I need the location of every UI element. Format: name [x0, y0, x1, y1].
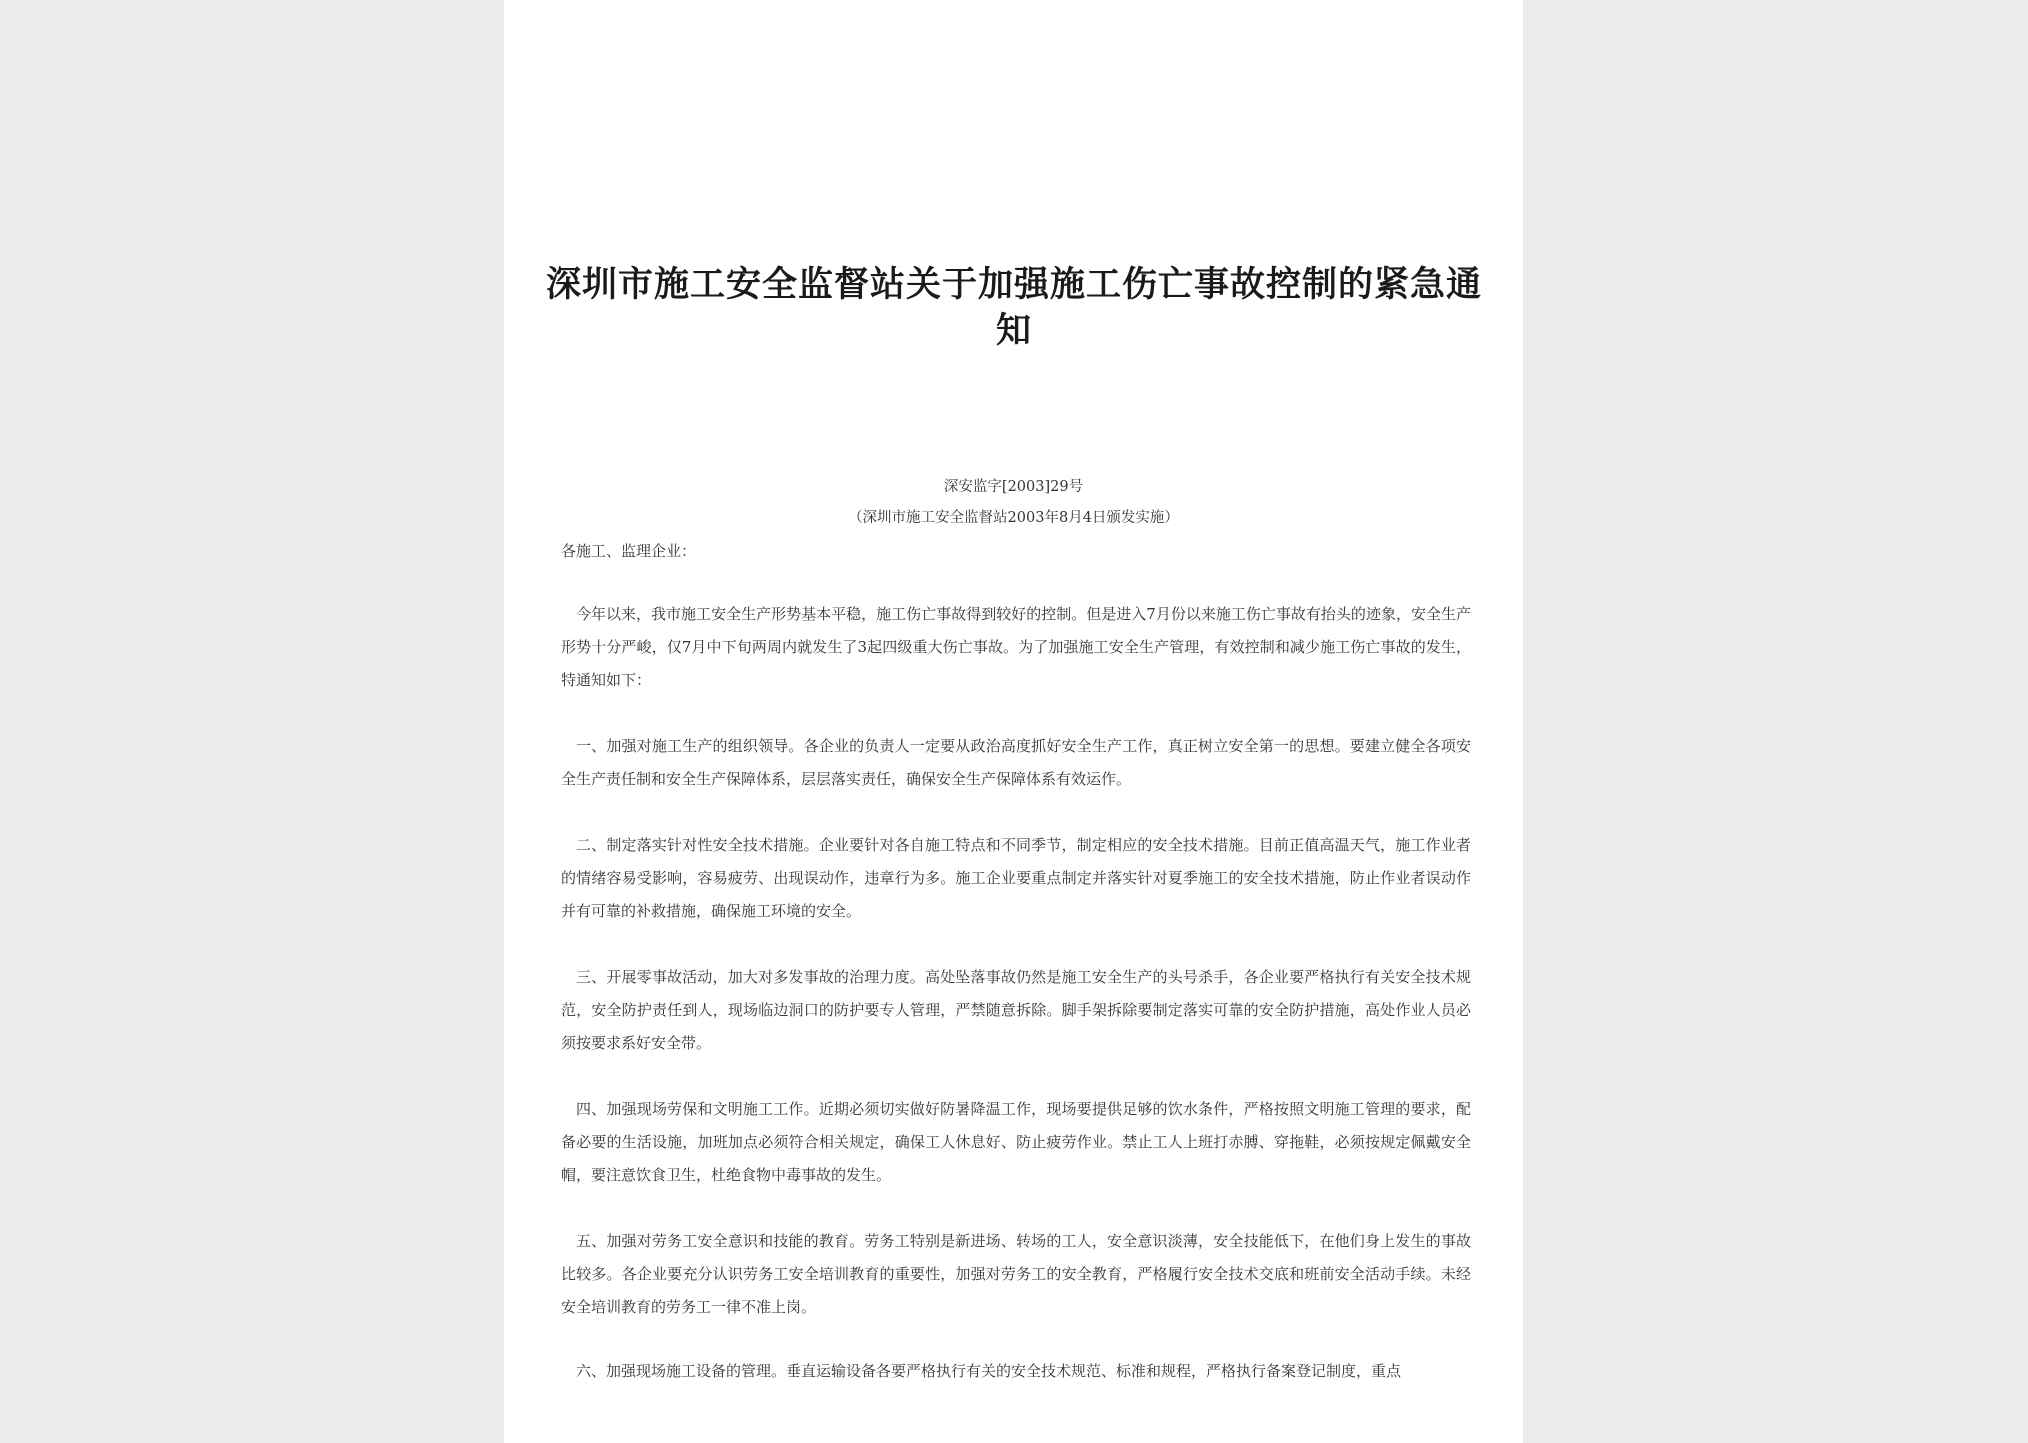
- paragraph-item-3: 三、开展零事故活动，加大对多发事故的治理力度。高处坠落事故仍然是施工安全生产的头号杀手，各企业要严格执行有关安全技术规范，安全防护责任到人，现场临边洞口的防护要专人管理，严禁随意拆除。脚手架拆除要制定落实可靠的安全防护措施，高处作业人员必须按要求系好安全带。: [561, 968, 1471, 1052]
- paragraph-item-6: 六、加强现场施工设备的管理。垂直运输设备各要严格执行有关的安全技术规范、标准和规程，严格执行备案登记制度，重点: [576, 1362, 1402, 1380]
- document-number: 深安监字[2003]29号: [943, 479, 1084, 495]
- paragraph-item-4: 四、加强现场劳保和文明施工工作。近期必须切实做好防暑降温工作，现场要提供足够的饮水条件，严格按照文明施工管理的要求，配备必要的生活设施，加班加点必须符合相关规定，确保工人休息好、防止疲劳作业。禁止工人上班打赤膊、穿拖鞋，必须按规定佩戴安全帽，要注意饮食卫生，杜绝食物中毒事故的发生。: [561, 1100, 1471, 1184]
- issue-note: （深圳市施工安全监督站2003年8月4日颁发实施）: [848, 510, 1179, 526]
- paragraph-item-5: 五、加强对劳务工安全意识和技能的教育。劳务工特别是新进场、转场的工人，安全意识淡薄，安全技能低下，在他们身上发生的事故比较多。各企业要充分认识劳务工安全培训教育的重要性，加强对劳务工的安全教育，严格履行安全技术交底和班前安全活动手续。未经安全培训教育的劳务工一律不准上岗。: [561, 1232, 1471, 1316]
- document-page: [504, 0, 1523, 1443]
- paragraph-item-2: 二、制定落实针对性安全技术措施。企业要针对各自施工特点和不同季节，制定相应的安全技术措施。目前正值高温天气，施工作业者的情绪容易受影响，容易疲劳、出现误动作，违章行为多。施工企业要重点制定并落实针对夏季施工的安全技术措施，防止作业者误动作并有可靠的补救措施，确保施工环境的安全。: [561, 836, 1471, 920]
- paragraph-intro: 今年以来，我市施工安全生产形势基本平稳，施工伤亡事故得到较好的控制。但是进入7月份以来施工伤亡事故有抬头的迹象，安全生产形势十分严峻，仅7月中下旬两周内就发生了3起四级重大伤亡事故。为了加强施工安全生产管理，有效控制和减少施工伤亡事故的发生，特通知如下：: [561, 605, 1471, 689]
- salutation: 各施工、监理企业：: [561, 542, 697, 560]
- paragraph-item-1: 一、加强对施工生产的组织领导。各企业的负责人一定要从政治高度抓好安全生产工作，真正树立安全第一的思想。要建立健全各项安全生产责任制和安全生产保障体系，层层落实责任，确保安全生产保障体系有效运作。: [561, 737, 1471, 788]
- document-title: 深圳市施工安全监督站关于加强施工伤亡事故控制的紧急通知: [545, 264, 1482, 351]
